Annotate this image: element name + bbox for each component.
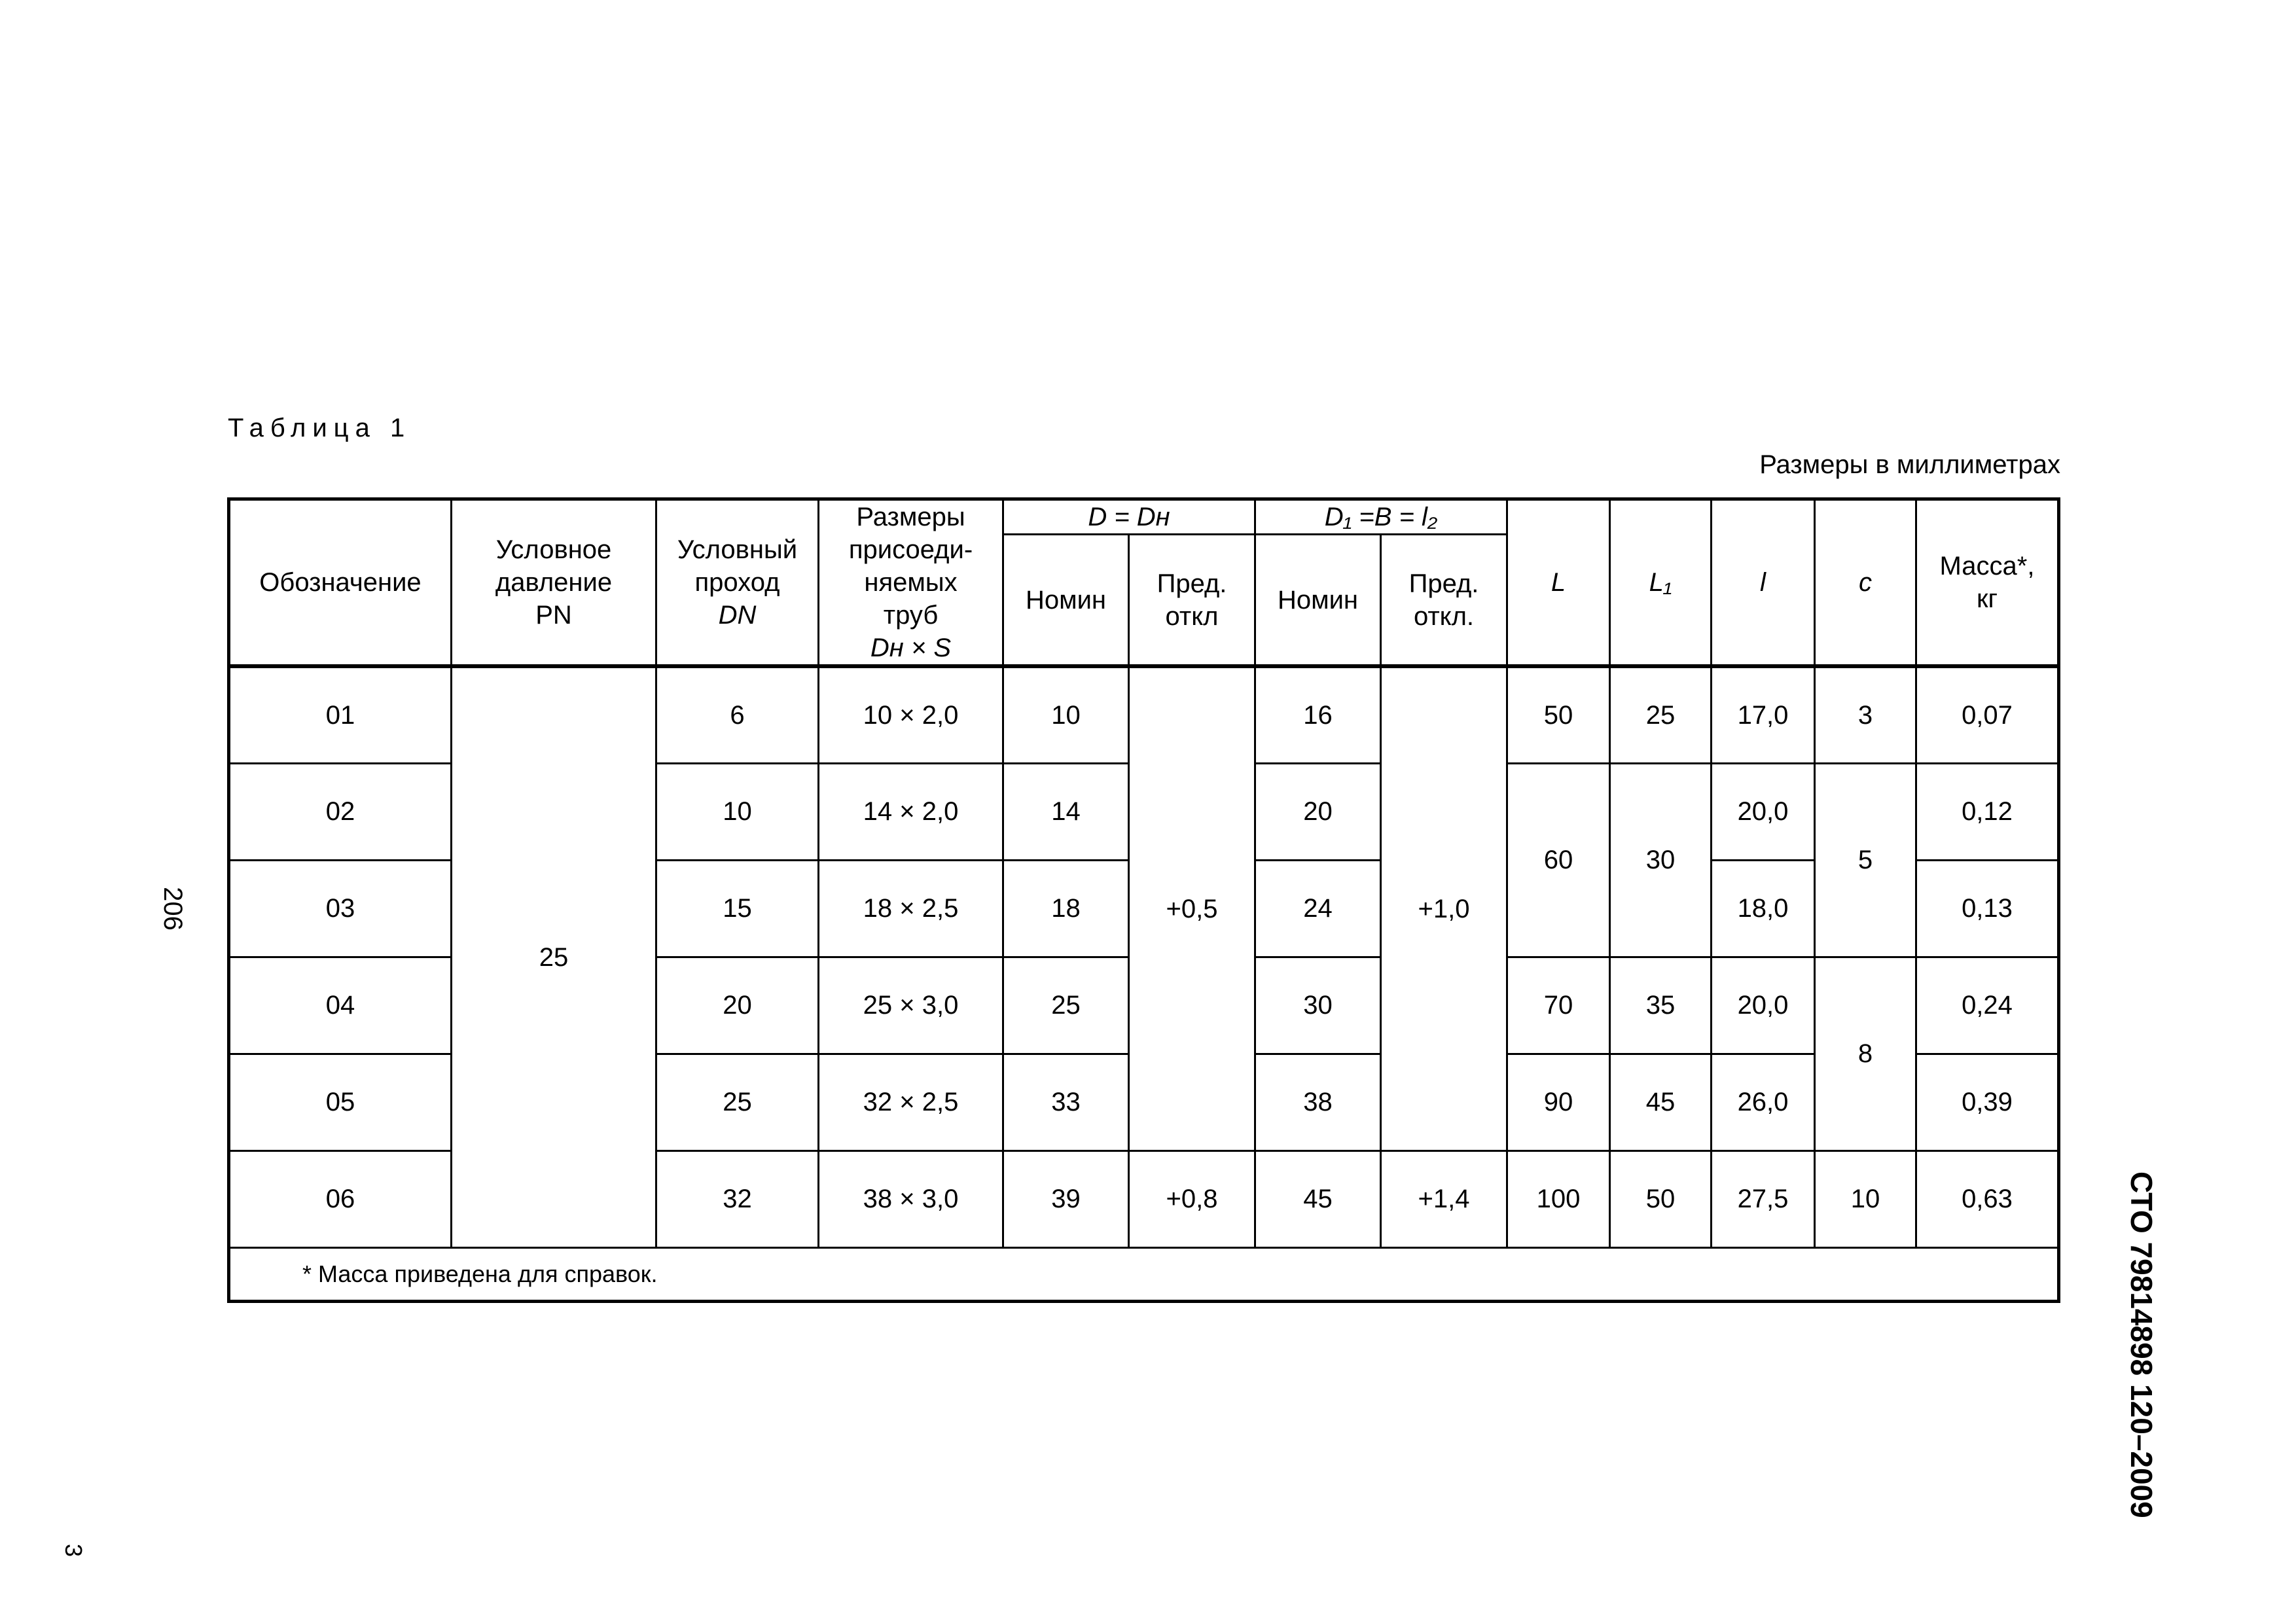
col-d-tolerance	[1129, 535, 1255, 666]
col-pipe-line4: труб	[883, 601, 939, 630]
col-pressure	[452, 499, 656, 667]
cell-l: 17,0	[1712, 666, 1815, 763]
cell-L: 100	[1507, 1150, 1610, 1247]
col-pipe-sizes	[819, 499, 1003, 667]
cell-L: 60	[1507, 763, 1610, 957]
cell-pipe: 25 × 3,0	[819, 957, 1003, 1054]
cell-designation: 04	[229, 957, 452, 1054]
cell-d1-nominal: 30	[1255, 957, 1381, 1054]
cell-pipe: 18 × 2,5	[819, 860, 1003, 957]
col-d1-tolerance	[1381, 535, 1507, 666]
document-code: СТО 79814898 120–2009	[2125, 1171, 2159, 1518]
col-passage	[656, 499, 819, 667]
col-L: L	[1507, 499, 1610, 667]
cell-pipe: 14 × 2,0	[819, 763, 1003, 860]
cell-d-nominal: 14	[1003, 763, 1129, 860]
cell-d-tolerance: +0,8	[1129, 1150, 1255, 1247]
cell-d1-tolerance: +1,0	[1381, 666, 1507, 1150]
cell-designation: 03	[229, 860, 452, 957]
cell-d1-nominal: 24	[1255, 860, 1381, 957]
col-d1-tol-line2: откл.	[1413, 601, 1475, 631]
table-row	[229, 666, 2059, 763]
cell-L1: 35	[1610, 957, 1712, 1054]
col-mass	[1916, 499, 2059, 667]
cell-pipe: 10 × 2,0	[819, 666, 1003, 763]
cell-designation: 02	[229, 763, 452, 860]
cell-dn: 20	[656, 957, 819, 1054]
cell-L1: 45	[1610, 1054, 1712, 1150]
col-L1: L₁	[1610, 499, 1712, 667]
col-d-nominal: Номин	[1003, 535, 1129, 666]
cell-d1-nominal: 45	[1255, 1150, 1381, 1247]
cell-designation: 01	[229, 666, 452, 763]
col-d-tol-line1: Пред.	[1157, 569, 1227, 598]
cell-L1: 30	[1610, 763, 1712, 957]
col-pipe-line1: Размеры	[856, 503, 965, 531]
col-mass-line1: Масса*,	[1939, 552, 2035, 580]
cell-L: 70	[1507, 957, 1610, 1054]
cell-L: 50	[1507, 666, 1610, 763]
col-d-tol-line2: откл	[1165, 601, 1219, 631]
cell-l: 27,5	[1712, 1150, 1815, 1247]
cell-d-nominal: 10	[1003, 666, 1129, 763]
cell-dn: 25	[656, 1054, 819, 1150]
cell-L: 90	[1507, 1054, 1610, 1150]
col-pressure-line3: PN	[535, 601, 572, 630]
units-note: Размеры в миллиметрах	[1759, 450, 2060, 479]
col-c: c	[1815, 499, 1916, 667]
cell-mass: 0,24	[1916, 957, 2059, 1054]
group-d1: D₁ =B = l₂	[1255, 499, 1507, 535]
cell-l: 26,0	[1712, 1054, 1815, 1150]
footnote: * Масса приведена для справок.	[229, 1247, 2059, 1301]
sheet-number: 3	[60, 1543, 88, 1558]
col-pipe-line2: присоеди-	[848, 535, 973, 564]
cell-l: 20,0	[1712, 763, 1815, 860]
col-pressure-line1: Условное	[495, 535, 612, 564]
col-l: l	[1712, 499, 1815, 667]
cell-c: 10	[1815, 1150, 1916, 1247]
cell-pn: 25	[452, 666, 656, 1247]
col-d1-tol-line1: Пред.	[1408, 569, 1479, 598]
cell-designation: 05	[229, 1054, 452, 1150]
cell-c: 8	[1815, 957, 1916, 1150]
cell-dn: 10	[656, 763, 819, 860]
col-designation: Обозначение	[229, 499, 452, 667]
col-passage-line1: Условный	[677, 535, 798, 564]
cell-d-nominal: 33	[1003, 1054, 1129, 1150]
cell-mass: 0,13	[1916, 860, 2059, 957]
table-label: Таблица 1	[228, 414, 412, 442]
cell-d1-nominal: 38	[1255, 1054, 1381, 1150]
spec-table	[227, 497, 2060, 1303]
footnote-row	[229, 1247, 2059, 1301]
col-pipe-line3: няемых	[864, 568, 958, 597]
group-d: D = Dн	[1003, 499, 1255, 535]
cell-pipe: 38 × 3,0	[819, 1150, 1003, 1247]
cell-d1-nominal: 20	[1255, 763, 1381, 860]
cell-L1: 50	[1610, 1150, 1712, 1247]
col-mass-line2: кг	[1976, 584, 1998, 613]
cell-mass: 0,63	[1916, 1150, 2059, 1247]
cell-d1-nominal: 16	[1255, 666, 1381, 763]
col-passage-line2: проход	[694, 568, 780, 597]
cell-dn: 15	[656, 860, 819, 957]
col-pressure-line2: давление	[495, 568, 613, 597]
cell-d-nominal: 18	[1003, 860, 1129, 957]
cell-l: 18,0	[1712, 860, 1815, 957]
cell-d-nominal: 39	[1003, 1150, 1129, 1247]
cell-designation: 06	[229, 1150, 452, 1247]
cell-d-nominal: 25	[1003, 957, 1129, 1054]
col-d1-nominal: Номин	[1255, 535, 1381, 666]
cell-mass: 0,39	[1916, 1054, 2059, 1150]
cell-d-tolerance: +0,5	[1129, 666, 1255, 1150]
cell-c: 3	[1815, 666, 1916, 763]
col-pipe-line5: Dн × S	[870, 633, 952, 662]
col-passage-line3: DN	[718, 601, 757, 630]
cell-mass: 0,07	[1916, 666, 2059, 763]
cell-dn: 32	[656, 1150, 819, 1247]
cell-dn: 6	[656, 666, 819, 763]
cell-L1: 25	[1610, 666, 1712, 763]
cell-l: 20,0	[1712, 957, 1815, 1054]
cell-d1-tolerance: +1,4	[1381, 1150, 1507, 1247]
page-number: 206	[158, 887, 187, 931]
cell-c: 5	[1815, 763, 1916, 957]
header-row-top	[229, 499, 2059, 535]
cell-mass: 0,12	[1916, 763, 2059, 860]
cell-pipe: 32 × 2,5	[819, 1054, 1003, 1150]
